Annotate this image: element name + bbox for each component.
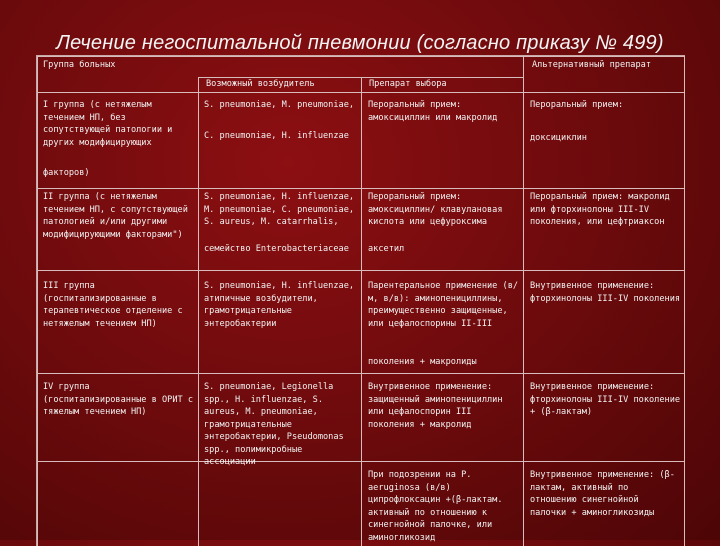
column-divider xyxy=(37,56,38,546)
row-divider xyxy=(37,461,685,462)
row3-alternative: Внутривенное применение: фторхинолоны III-IV поколения xyxy=(530,281,681,304)
row3-pathogen: S. pneumoniae, H. influenzae, атипичные возбудители, грамотрицательные энтеробактерии xyxy=(204,281,355,329)
row2-pathogen-b: семейство Enterobacteriaceae xyxy=(204,244,349,254)
column-divider xyxy=(523,56,524,546)
header-alternative: Альтернативный препарат xyxy=(532,60,651,70)
column-divider xyxy=(361,77,362,546)
row-divider xyxy=(37,373,685,374)
row-divider xyxy=(37,56,685,57)
row4-choice-a: Внутривенное применение: защищенный аминопенициллин или цефалоспорин III поколения + макролид xyxy=(368,382,503,430)
row2-choice-b: аксетил xyxy=(368,244,405,254)
row2-alternative: Пероральный прием: макролид или фторхинолоны III-IV поколения, или цефтриаксон xyxy=(530,192,670,227)
row3-choice-a: Парентеральное применение (в/м, в/в): аминопенициллины, преимущественно защищенные, или цефалоспорины II-III xyxy=(368,281,519,329)
header-group: Группа больных xyxy=(43,60,116,70)
treatment-table xyxy=(36,55,685,546)
row4-alternative-a: Внутривенное применение: фторхинолоны III-IV поколение + (β-лактам) xyxy=(530,382,681,417)
row-divider xyxy=(198,77,524,78)
row-divider xyxy=(37,188,685,189)
row4-group: IV группа (госпитализированные в ОРИТ с тяжелым течением НП) xyxy=(43,382,194,417)
row-divider xyxy=(37,92,685,93)
row4-pathogen: S. pneumoniae, Legionella spp., H. influenzae, S. aureus, M. pneumoniae, грамотрицательные энтеробактерии, Pseudomonas spp., полимикробные ассоциации xyxy=(204,382,344,467)
page-title: Лечение негоспитальной пневмонии (согласно приказу № 499) xyxy=(56,32,664,54)
column-divider xyxy=(684,56,685,546)
row3-group: III группа (госпитализированные в терапевтическое отделение с нетяжелым течением НП) xyxy=(43,281,183,329)
row1-alternative-a: Пероральный прием: xyxy=(530,100,624,110)
row1-alternative-b: доксициклин xyxy=(530,133,587,143)
row3-choice-b: поколения + макролиды xyxy=(368,357,477,367)
header-choice: Препарат выбора xyxy=(369,79,447,89)
row1-pathogen-b: C. pneumoniae, H. influenzae xyxy=(204,131,349,141)
row4-alternative-b: Внутривенное применение: (β-лактам, активный по отношению синегнойной палочки + аминогликозиды xyxy=(530,470,675,518)
row1-choice: Пероральный прием: амоксициллин или макролид xyxy=(368,100,498,123)
header-pathogen: Возможный возбудитель xyxy=(206,79,315,89)
row1-group-cont: факторов) xyxy=(43,168,90,178)
row1-group: I группа (с нетяжелым течением НП, без сопутствующей патологии и других модифицирующих xyxy=(43,100,173,148)
row1-pathogen-a: S. pneumoniae, M. pneumoniae, xyxy=(204,100,355,110)
row2-group: II группа (с нетяжелым течением НП, с сопутствующей патологией и/или другими модифицирующими факторами") xyxy=(43,192,188,240)
row4-choice-b: При подозрении на P. aeruginosa (в/в) ципрофлоксацин +(β-лактам. активный по отношению к синегнойной палочке, или аминогликозид xyxy=(368,470,503,543)
column-divider xyxy=(198,77,199,546)
row2-choice-a: Пероральный прием: амоксициллин/ клавулановая кислота или цефуроксима xyxy=(368,192,503,227)
row-divider xyxy=(37,270,685,271)
row2-pathogen-a: S. pneumoniae, H. influenzae, M. pneumoniae, C. pneumoniae, S. aureus, M. catarrhalis, xyxy=(204,192,355,227)
